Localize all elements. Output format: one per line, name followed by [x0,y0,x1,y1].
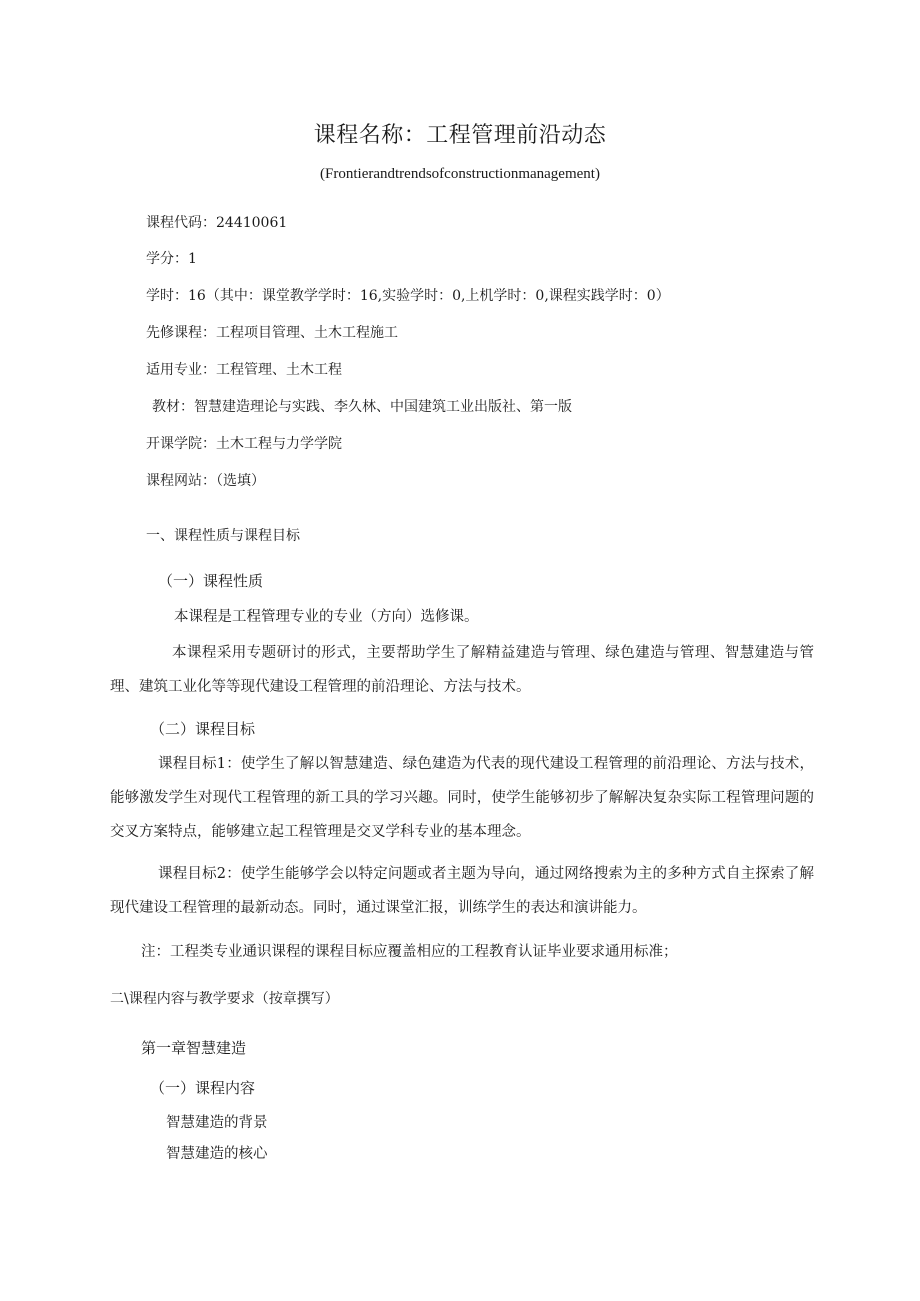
info-hours [146,285,670,305]
info-label: 开课学院： [146,436,216,452]
info-value: 1 [188,251,197,267]
info-label: 课程代码： [146,215,216,231]
info-value: 智慧建造理论与实践、李久林、中国建筑工业出版社、第一版 [194,399,572,415]
info-prerequisites [146,322,398,342]
section2-heading [110,988,339,1008]
section1-heading: 一、课程性质与课程目标 [146,528,300,544]
info-label: 学分： [146,251,188,267]
info-credits [146,248,197,268]
list-item: 智慧建造的背景 [166,1115,268,1131]
chapter1-content-heading: （一）课程内容 [150,1079,256,1097]
chapter1-heading: 第一章智慧建造 [141,1039,247,1057]
info-course-code [146,212,287,232]
info-college [146,433,342,453]
section2-heading-text: 二\课程内容与教学要求 [110,991,255,1007]
info-majors [146,359,342,379]
info-label: 适用专业： [146,362,216,378]
info-value: 16（其中：课堂教学学时：16,实验学时：0,上机学时：0,课程实践学时：0） [188,288,670,304]
course-title: 课程名称：工程管理前沿动态 [313,123,607,148]
info-label: 先修课程： [146,325,216,341]
info-label: 学时： [146,288,188,304]
section1-sub1-heading: （一）课程性质 [158,572,264,590]
info-value: 工程管理、土木工程 [216,362,342,378]
course-goal-1: 课程目标1：使学生了解以智慧建造、绿色建造为代表的现代建设工程管理的前沿理论、方法与技术，能够激发学生对现代工程管理的新工具的学习兴趣。同时，使学生能够初步了解解决复杂实际工程管理问题的交叉方案特点，能够建立起工程管理是交叉学科专业的基本理念。 [110,756,814,840]
info-value: （选填） [216,473,265,489]
course-goal-note: 注：工程类专业通识课程的课程目标应覆盖相应的工程教育认证毕业要求通用标准； [141,944,678,960]
course-nature-p2: 本课程采用专题研讨的形式，主要帮助学生了解精益建造与管理、绿色建造与管理、智慧建造与管理、建筑工业化等等现代建设工程管理的前沿理论、方法与技术。 [110,645,814,695]
info-value: 土木工程与力学学院 [216,436,342,452]
info-textbook [152,396,572,416]
info-label: 教材： [152,399,194,415]
info-value: 24410061 [216,215,288,231]
course-goal-2: 课程目标2：使学生能够学会以特定问题或者主题为导向，通过网络搜索为主的多种方式自主探索了解现代建设工程管理的最新动态。同时，通过课堂汇报，训练学生的表达和演讲能力。 [110,866,814,916]
info-value: 工程项目管理、土木工程施工 [216,325,398,341]
section1-sub2-heading: （二）课程目标 [150,720,256,738]
list-item: 智慧建造的核心 [166,1146,268,1162]
info-website [146,470,265,490]
section2-heading-note: （按章撰写） [254,991,339,1007]
course-subtitle: (Frontierandtrendsofconstructionmanagement) [320,166,600,182]
info-label: 课程网站： [146,473,216,489]
course-nature-p1: 本课程是工程管理专业的专业（方向）选修课。 [174,609,479,625]
